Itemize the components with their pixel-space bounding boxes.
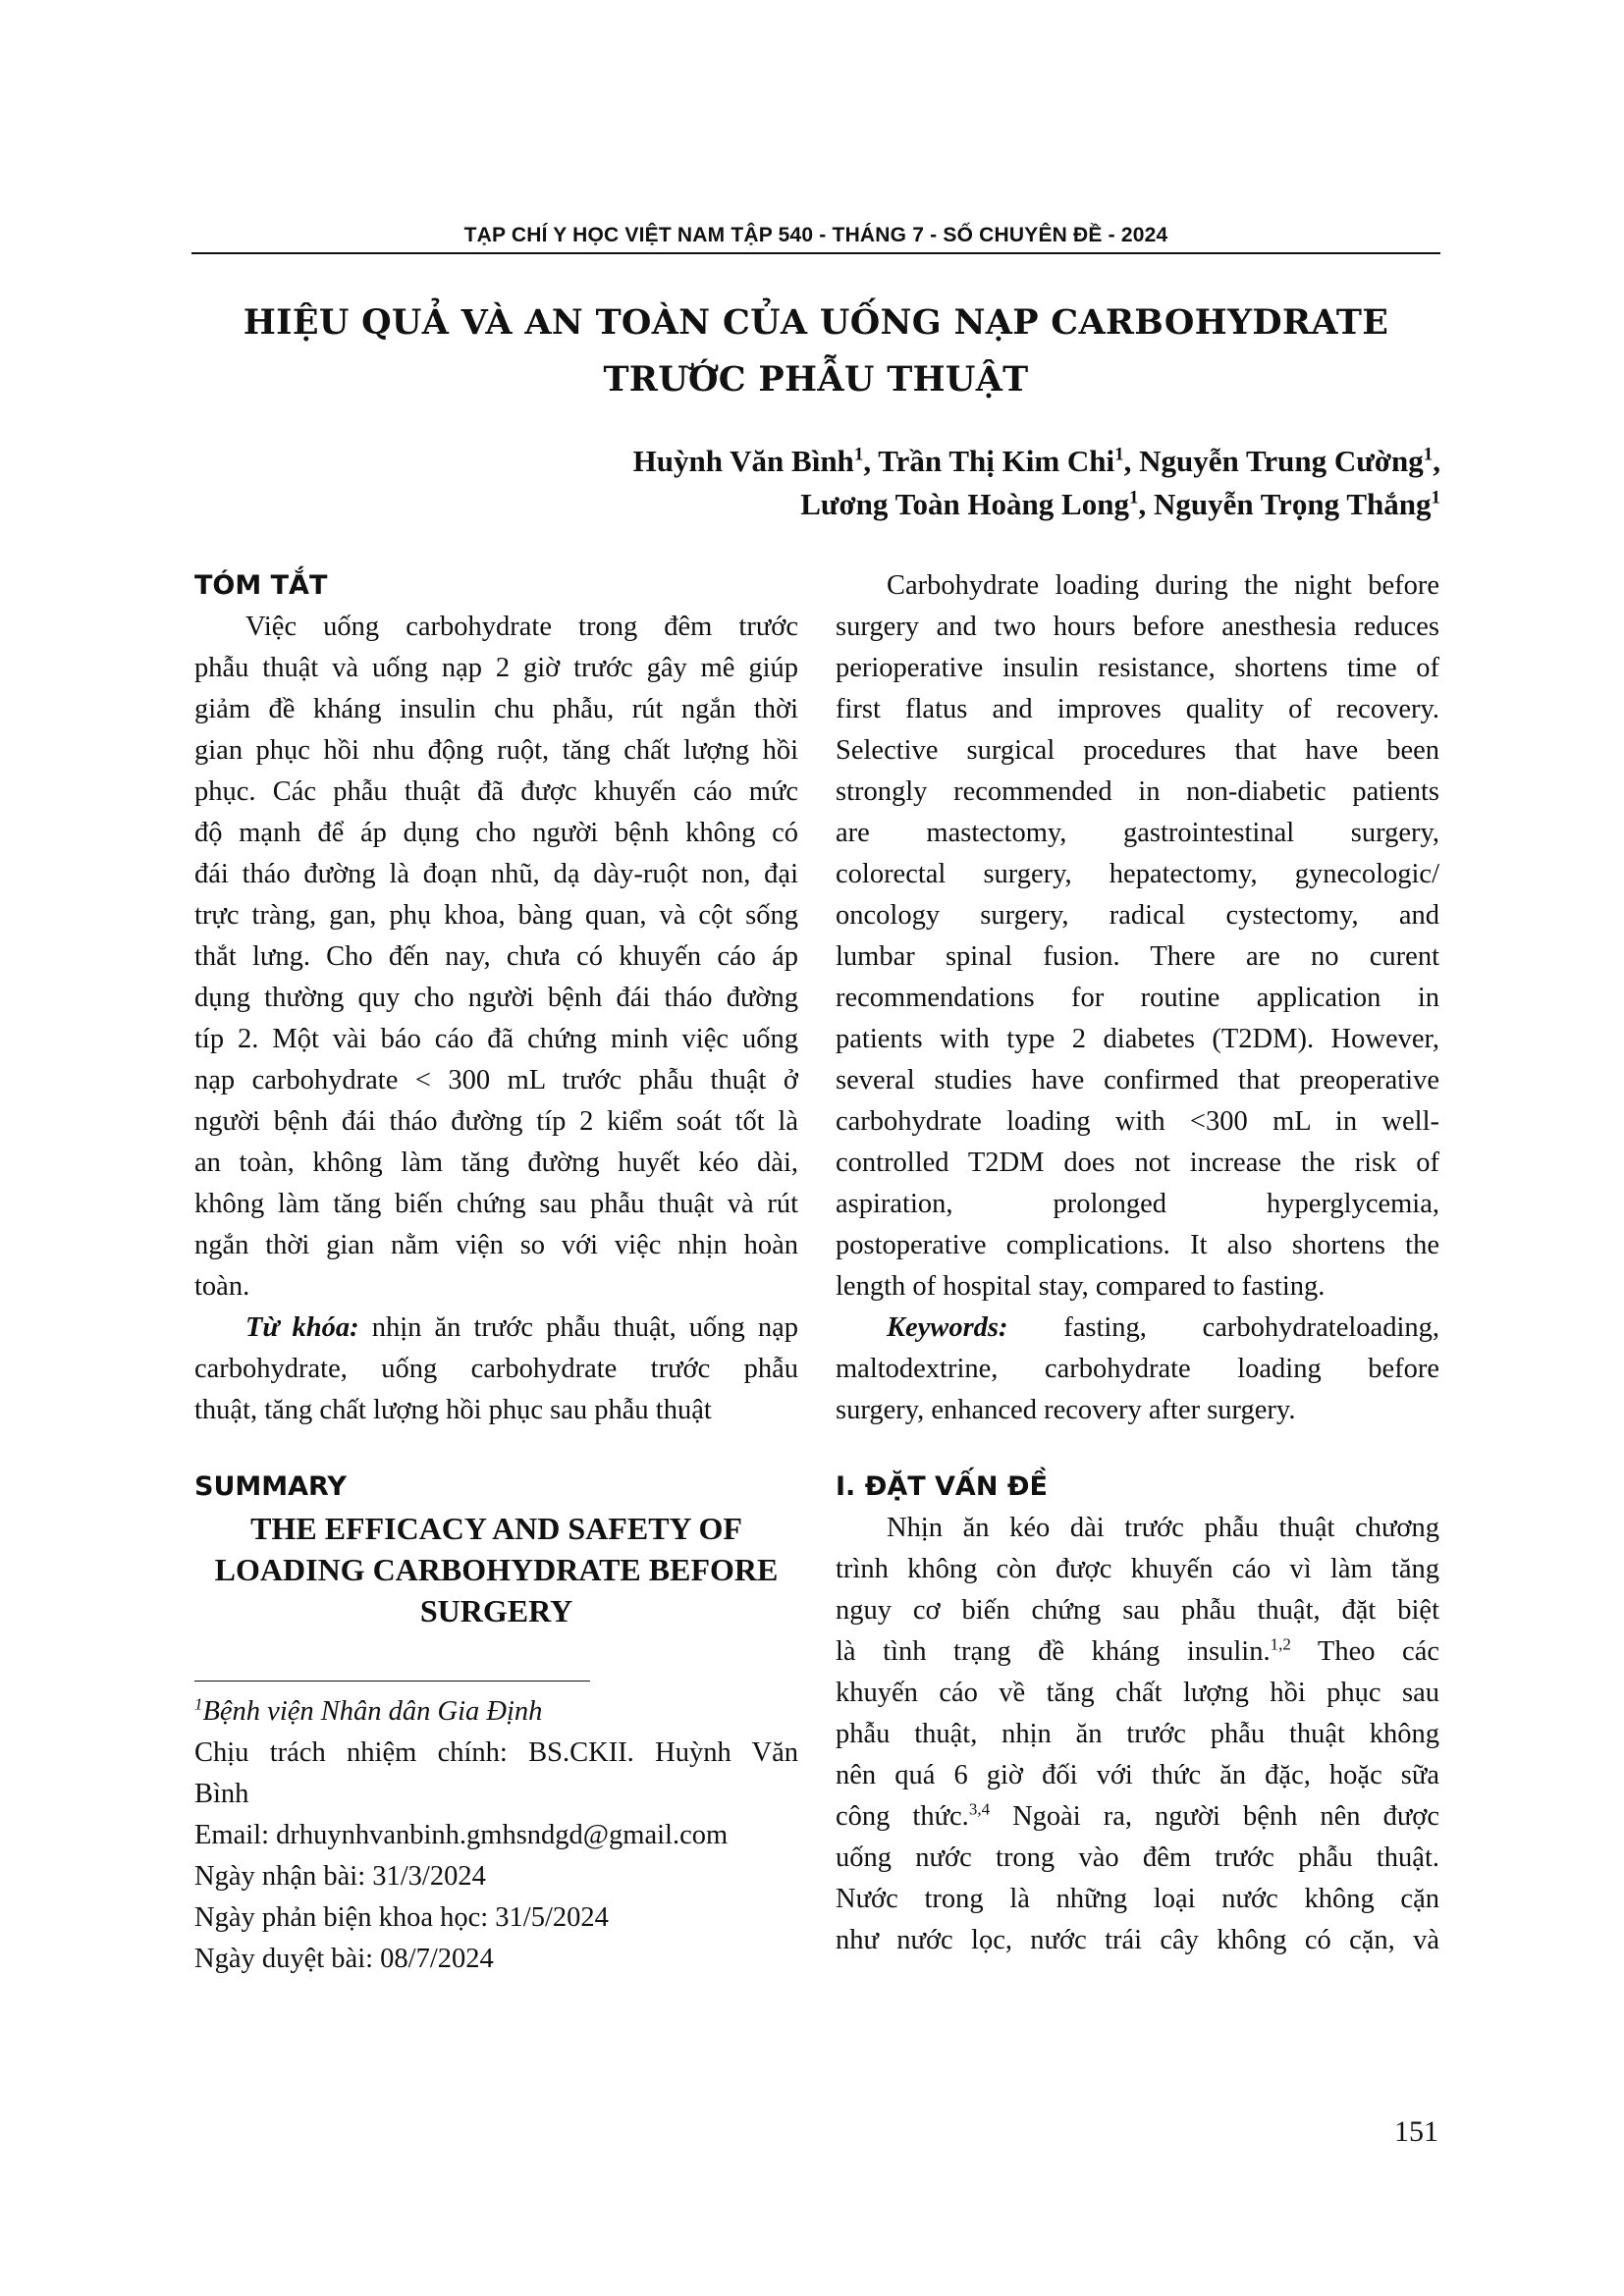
journal-header: TẠP CHÍ Y HỌC VIỆT NAM TẬP 540 - THÁNG 7 - SỐ CHUYÊN ĐỀ - 2024 xyxy=(463,224,1168,246)
keywords-en-line: maltodextrine, carbohydrate loading before xyxy=(836,1354,1439,1384)
intro-text: Theo các xyxy=(1290,1636,1439,1667)
abstract-vi-line: độ mạnh để áp dụng cho người bệnh không có xyxy=(194,818,798,848)
abstract-en-line: perioperative insulin resistance, shortens time of xyxy=(836,653,1439,683)
summary-title-line: LOADING CARBOHYDRATE BEFORE xyxy=(214,1552,779,1587)
keywords-en-label: Keywords: xyxy=(887,1312,1008,1343)
keywords-vi-text: nhịn ăn trước phẫu thuật, uống nạp xyxy=(371,1312,798,1343)
header-divider xyxy=(191,252,1440,254)
keywords-en-line xyxy=(836,1308,1439,1349)
abstract-vi-line: dụng thường quy cho người bệnh đái tháo đường xyxy=(194,983,798,1013)
abstract-en-line: Carbohydrate loading during the night before xyxy=(887,570,1439,601)
left-column xyxy=(194,565,798,1980)
summary-title-line: THE EFFICACY AND SAFETY OF xyxy=(250,1511,742,1546)
abstract-vi-line: không làm tăng biến chứng sau phẫu thuật và rút xyxy=(194,1189,798,1219)
abstract-vi-heading: TÓM TẮT xyxy=(194,570,328,601)
abstract-en-line: recommendations for routine application in xyxy=(836,983,1439,1013)
abstract-vi-line: ngắn thời gian nằm viện so với việc nhịn hoàn xyxy=(194,1230,798,1260)
abstract-en-line: Selective surgical procedures that have been xyxy=(836,735,1439,766)
intro-line: khuyến cáo về tăng chất lượng hồi phục sau xyxy=(836,1678,1439,1708)
abstract-en-line: carbohydrate loading with <300 mL in well- xyxy=(836,1106,1439,1137)
abstract-vi-line: nạp carbohydrate < 300 mL trước phẫu thuật ở xyxy=(194,1065,798,1095)
author-separator: , xyxy=(1123,444,1140,478)
correspondence-footnote xyxy=(194,1733,798,1815)
author-name: Nguyễn Trung Cường xyxy=(1139,444,1424,478)
author-list xyxy=(633,440,1440,526)
abstract-vi-line: đái tháo đường là đoạn nhũ, dạ dày-ruột non, đại xyxy=(194,859,798,889)
intro-line: nên quá 6 giờ đối với thức ăn đặc, hoặc sữa xyxy=(836,1760,1439,1790)
email-footnote: Email: drhuynhvanbinh.gmhsndgd@gmail.com xyxy=(194,1820,729,1850)
abstract-en-line: strongly recommended in non-diabetic patients xyxy=(836,776,1439,807)
author-name: Trần Thị Kim Chi xyxy=(878,444,1115,478)
intro-line: Nhịn ăn kéo dài trước phẫu thuật chương xyxy=(887,1513,1439,1543)
intro-line: phẫu thuật, nhịn ăn trước phẫu thuật không xyxy=(836,1719,1439,1749)
page-number: 151 xyxy=(1394,2115,1438,2148)
intro-line xyxy=(836,1796,1439,1838)
abstract-en-line: lumbar spinal fusion. There are no curent xyxy=(836,941,1439,972)
intro-line: nguy cơ biến chứng sau phẫu thuật, đặt biệt xyxy=(836,1595,1439,1626)
abstract-vi-line: an toàn, không làm tăng đường huyết kéo dài, xyxy=(194,1148,798,1178)
intro-line: như nước lọc, nước trái cây không có cặn, và xyxy=(836,1925,1439,1955)
abstract-en-line: postoperative complications. It also shortens the xyxy=(836,1230,1439,1260)
abstract-vi-line: thắt lưng. Cho đến nay, chưa có khuyến cáo áp xyxy=(194,941,798,972)
abstract-vi-line: người bệnh đái tháo đường típ 2 kiểm soát tốt là xyxy=(194,1106,798,1137)
author-separator: , xyxy=(1433,444,1440,478)
abstract-en-line: surgery and two hours before anesthesia reduces xyxy=(836,612,1439,642)
affiliation-footnote xyxy=(194,1691,798,1733)
intro-body xyxy=(836,1508,1439,1961)
abstract-vi-body xyxy=(194,607,798,1431)
review-date: Ngày phản biện khoa học: 31/5/2024 xyxy=(194,1902,609,1933)
intro-text: là tình trạng đề kháng insulin. xyxy=(836,1636,1271,1667)
keywords-vi-line: carbohydrate, uống carbohydrate trước phẫu xyxy=(194,1354,798,1384)
author-line-1 xyxy=(633,440,1440,483)
abstract-en-line: are mastectomy, gastrointestinal surgery, xyxy=(836,818,1439,848)
abstract-vi-line: phục. Các phẫu thuật đã được khuyến cáo mức xyxy=(194,776,798,807)
footnote-divider xyxy=(194,1681,590,1682)
summary-title xyxy=(194,1508,798,1631)
abstract-vi-line: trực tràng, gan, phụ khoa, bàng quan, và cột sống xyxy=(194,900,798,931)
author-separator: , xyxy=(1138,487,1154,521)
accepted-date: Ngày duyệt bài: 08/7/2024 xyxy=(194,1944,494,1974)
author-affiliation-mark: 1 xyxy=(853,444,864,465)
article-title xyxy=(191,294,1440,408)
abstract-vi-line: toàn. xyxy=(194,1271,250,1302)
abstract-en-line: first flatus and improves quality of recovery. xyxy=(836,694,1439,724)
abstract-en-line: aspiration, prolonged hyperglycemia, xyxy=(836,1189,1439,1219)
abstract-en-line: oncology surgery, radical cystectomy, and xyxy=(836,900,1439,931)
abstract-en-line: patients with type 2 diabetes (T2DM). However, xyxy=(836,1024,1439,1054)
summary-heading: SUMMARY xyxy=(194,1471,347,1502)
intro-line: uống nước trong vào đêm trước phẫu thuật. xyxy=(836,1842,1439,1873)
citation-mark: 3,4 xyxy=(968,1799,991,1819)
keywords-en-line: surgery, enhanced recovery after surgery. xyxy=(836,1395,1296,1425)
abstract-en-line: length of hospital stay, compared to fasting. xyxy=(836,1271,1326,1302)
abstract-vi-line: giảm đề kháng insulin chu phẫu, rút ngắn thời xyxy=(194,694,798,724)
author-name: Nguyễn Trọng Thắng xyxy=(1153,487,1432,521)
abstract-en-body xyxy=(836,565,1439,1431)
right-column xyxy=(836,565,1439,1961)
author-affiliation-mark: 1 xyxy=(1114,444,1124,465)
intro-line: Nước trong là những loại nước không cặn xyxy=(836,1884,1439,1914)
intro-text: Ngoài ra, người bệnh nên được xyxy=(990,1801,1439,1832)
title-line-2: TRƯỚC PHẪU THUẬT xyxy=(603,359,1029,400)
abstract-en-line: controlled T2DM does not increase the risk of xyxy=(836,1148,1439,1178)
summary-title-line: SURGERY xyxy=(419,1593,573,1629)
abstract-en-line: colorectal surgery, hepatectomy, gynecologic/ xyxy=(836,859,1439,889)
responsible-author-line: Chịu trách nhiệm chính: BS.CKII. Huỳnh Văn xyxy=(194,1737,798,1768)
affiliation-mark: 1 xyxy=(194,1694,203,1714)
author-line-2 xyxy=(633,483,1440,526)
author-separator: , xyxy=(863,444,879,478)
citation-mark: 1,2 xyxy=(1270,1634,1291,1654)
keywords-vi-line xyxy=(194,1308,798,1349)
abstract-vi-line: phẫu thuật và uống nạp 2 giờ trước gây mê giúp xyxy=(194,653,798,683)
title-line-1: HIỆU QUẢ VÀ AN TOÀN CỦA UỐNG NẠP CARBOHYDRATE xyxy=(243,302,1389,343)
author-affiliation-mark: 1 xyxy=(1423,444,1434,465)
abstract-vi-line: típ 2. Một vài báo cáo đã chứng minh việc uống xyxy=(194,1024,798,1054)
intro-line xyxy=(836,1631,1439,1673)
responsible-author-line: Bình xyxy=(194,1779,249,1809)
intro-line: trình không còn được khuyến cáo vì làm tăng xyxy=(836,1554,1439,1584)
author-affiliation-mark: 1 xyxy=(1431,487,1440,508)
intro-text: công thức. xyxy=(836,1801,969,1832)
author-name: Huỳnh Văn Bình xyxy=(632,444,854,478)
keywords-en-text: fasting, carbohydrateloading, xyxy=(1063,1312,1439,1343)
intro-heading: I. ĐẶT VẤN ĐỀ xyxy=(836,1471,1048,1502)
author-name: Lương Toàn Hoàng Long xyxy=(800,487,1129,521)
keywords-vi-line: thuật, tăng chất lượng hồi phục sau phẫu thuật xyxy=(194,1395,712,1425)
abstract-vi-line: Việc uống carbohydrate trong đêm trước xyxy=(245,612,798,642)
author-affiliation-mark: 1 xyxy=(1128,487,1139,508)
abstract-en-line: several studies have confirmed that preoperative xyxy=(836,1065,1439,1095)
affiliation-text: Bệnh viện Nhân dân Gia Định xyxy=(202,1696,543,1727)
abstract-vi-line: gian phục hồi nhu động ruột, tăng chất lượng hồi xyxy=(194,735,798,766)
received-date: Ngày nhận bài: 31/3/2024 xyxy=(194,1861,486,1892)
keywords-vi-label: Từ khóa: xyxy=(245,1312,359,1343)
